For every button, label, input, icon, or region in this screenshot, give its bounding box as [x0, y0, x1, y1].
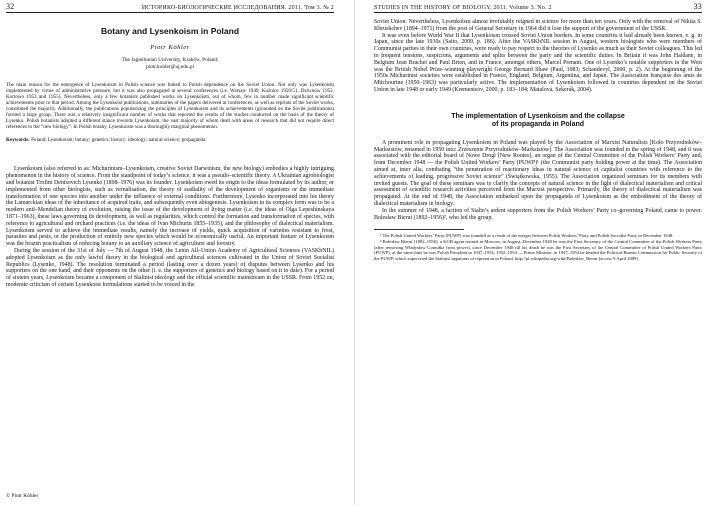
article-title: Botany and Lysenkoism in Poland — [100, 26, 240, 36]
footnote: ² Bolesław Bierut (1892–1956), a KGB agent trained in Moscow, in August–December 1948 he was the First Secretary of the Central Committee of the Polish Workers Party (after removing Władysław Gomułka from power), since December 1948 till his death he was the First Secretary of the Central Committee of Polish United Workers Party (PUWP), at the same time he was Polish President in 1947–1952; 1952–1954 — Prime Minister, in 1947–1954 he headed the Political Bureau Commission for Public Security of the PUWP, which supervised the Stalinist apparatus of repression in Poland. http://pl.wikipedia.org/wiki/Bolesław_Bierut [access 9 April 2009]. — [374, 238, 702, 261]
footnote: ¹ The Polish United Workers’ Party (PUWP) was founded as a result of the merger between Polish Workers’ Party and Polish Socialist Party in December 1948. — [380, 233, 674, 239]
section-text — [374, 140, 702, 222]
section-heading-line: of its propaganda in Poland — [491, 121, 585, 129]
footnotes — [374, 233, 702, 261]
keywords-list: Poland; Lysenkoism; botany; genetics; history; ideology; natural science; propaganda. — [31, 137, 207, 144]
right-running-head — [374, 0, 702, 13]
continued-text — [374, 19, 702, 94]
left-page — [0, 0, 354, 505]
paragraph: Lysenkoism (also referred to as: Michurinism–Lysenkoism, creative Soviet Darwinism, the new biology) embodies a highly intriguing phenomenon in the history of science. From the standpoint of today’s science, it was a pseudo–scientific theory. A Ukrainian agrobiologist and botanist Trofim Denisovich Lysenko (1898–1976) was its founder. Lysenkoism owed its origin to the ideas formulated by its author, or implemented from other biologists, such as vernalisation, the theory of stadiality of the development of organisms or the immediate transformation of one species into another under the influence of external conditions. Furthermore, Lysenko incorporated into his theory the Lamarckian ideas of the inheritance of acquired traits, and subsequently even abiogenesis. Lysenkoism in its complex form was to be a modern anti–Mendelian theory of evolution, raising the issue of the development of living matter (i.e. the ideas of Olga Lepeshinskaya 1871–1963), these laws governing its development, as well as regularities, which control the formation and transformation of species, with reference to agricultural and orchard practices (i.e. the ideas of Ivan Michurin 1855–1935), and the philosophy of dialectical materialism. Lysenkoism served to achieve the immediate results, namely the increase of yields, quick acquisition of varieties resistant to frost, parasites and pests, or the production of entirely new species which would be economically useful. An important feature of Lysenkoism was the brazen practicalism of reducing botany to an auxiliary science of agriculture and forestry. — [6, 166, 334, 248]
footnote-rule — [374, 229, 464, 230]
page-number: 32 — [6, 2, 15, 11]
section-heading-line: The implementation of Lysenkoism and the collapse — [451, 112, 625, 120]
page-number: 33 — [693, 2, 702, 11]
abstract: The main reason for the emergence of Lysenkoism in Polish science was linked to Polish dependence on the Soviet Union. Not only was Lysenkoism implemented by virtue of administrative pressure, but it was also propagated at several conferences (i.e. Warsaw 1949, Kuźnice 1950/51, Dziwnów 1952, Kortowo 1953 and 1955). Nevertheless, only a few botanists published works on Lysenkoism, out of whom, few in number made significant scientific achievements prior to that period. Among the Lysenkoist publications, summaries of the papers delivered at conferences, as well as reprints of the Soviet works, constituted the majority. Additionally, the publications popularizing the principles of Lysenkoism and its achievements (grounded on the Soviet publications) formed a large group. There was a relatively insignificant number of works that reported the results of the studies conducted on the basis of the theory of Lysenko. Polish botanists adopted a different stance towards Lysenkoism, the vast majority of whom dealt with areas of research that did not require direct references to the “new biology”. In Polish botany, Lysenkoism was a thoroughly marginal phenomenon. — [6, 82, 334, 131]
keywords-label: Keywords: — [6, 137, 30, 144]
copyright-notice: © Piotr Köhler — [6, 493, 39, 499]
affiliation-line: The Jagiellonian University, Kraków, Poland; — [121, 57, 219, 63]
section-heading — [374, 113, 702, 130]
left-running-head — [6, 0, 334, 13]
paragraph: A prominent role in propagating Lysenkoism in Poland was played by the Association of Marxist Naturalists [Koło Przyrodników–Marksistów, renamed in 1950 into: Zrzeszenie Przyrodników–Marksistów]. The Association was founded in the spring of 1948, and it was associated with the editorial board of Nowe Drogi [New Routes], an organ of the Central Committee of the Polish Workers’ Party and, from December 1948 — the Polish United Workers’ Party (PUWP)¹ (the Communist party holding power at the time). The Association aimed at, inter alia, combating “the penetration of reactionary ideas in natural science of capitalist countries with reference to the achievements of leading, progressive Soviet science” (Świątkowska, 1955). The Association organized seminars for its members with invited guests. The goal of these seminars was to clarify the concepts of natural science in the light of dialectical materialism and critical assessment of scientific research activities perceived from the Marxist perspective. Primarily, the theory of dialectical materialism was propagated. At the end of 1948, the Association embarked upon the propaganda of Lysenkoism as the embodiment of the theory of dialectical materialism in biology. — [374, 139, 702, 207]
main-text — [6, 166, 334, 288]
author-email: piotr.kohler@uj.edu.pl — [146, 64, 194, 70]
paragraph: It was even before World War II that Lysenkoism crossed Soviet Union borders. In some countries it had already been known, e. g. in Japan, since the late 1930s (Saito, 2009, p. 186). After the VASKhNIL session in August, western biologists who were members of Communist parties in their own countries, were ready to pay respect to the theories of Lysenko as much as their Soviet colleagues. This led to frequent tensions, suspicions, arguments and splits between the party and the scientific duties. In Britain it was John Haldane, in Belgium Jean Brachet and Paul Brien, and in France, amongst others, Marcel Prenant. One of Lysenko’s notable supporters in the West was the British Nobel Prize–winning playwright George Bernard Shaw (Paul, 1983; Schandevyl, 2000, p. 2). At the beginning of the 1950s Michurinist societies were established in France, England, Belgium, Argentina, and Japan. The Association française des amis de Mitchourine (1950–1963) was particularly active. The implementation of Lysenkoism followed in countries dependent on the Soviet Union in late 1948 or early 1949 (Krementsov, 2000, p. 183–184; Matalová, Sekerák, 2004). — [374, 32, 702, 93]
paragraph: In the summer of 1948, a faction of Stalin’s ardent supporters from the Polish Workers’ Party co–governing Poland, came to power. Bolesław Bierut (1892–1956)², who led the group, — [374, 207, 702, 221]
affiliation — [6, 57, 334, 71]
paragraph: Soviet Union. Nevertheless, Lysenkoism almost irrefutably reigned in science for more than ten years. Only with the removal of Nikita S. Khrushchev (1894–1971) from the post of General Secretary in 1964 did it lose the support of the government of the USSR. — [374, 19, 702, 32]
paragraph: During the session of the 31st of July — 7th of August 1948, the Lenin All–Union Academy of Agricultural Sciences (VASKhNIL) adopted Lysenkoism as the only lawful theory in the biological and agricultural sciences cultivated in the Union of Soviet Socialist Republics (Lysenko, 1948). The resolution terminated a period (lasting over a dozen years) of disputes between Lysenko and his supporters on the one hand, and their opponents on the other (i. e. the supporters of genetics and biology based on it to date). For a period of sixteen years, Lysenkoism became a component of Stalinist ideology and the official scientific mainstream in the USSR. From 1952 on, moderate criticism of certain Lysenkoist formulations started to be voiced in the — [6, 247, 334, 288]
right-page — [354, 0, 708, 505]
author-name: Piotr Köhler — [150, 44, 190, 51]
running-head-text: STUDIES IN THE HISTORY OF BIOLOGY. 2011. Volume 3. No. 2 — [374, 5, 552, 11]
running-head-text: ИСТОРИКО-БИОЛОГИЧЕСКИЕ ИССЛЕДОВАНИЯ. 2011. Том 3. № 2 — [141, 5, 334, 11]
keywords — [6, 137, 334, 143]
